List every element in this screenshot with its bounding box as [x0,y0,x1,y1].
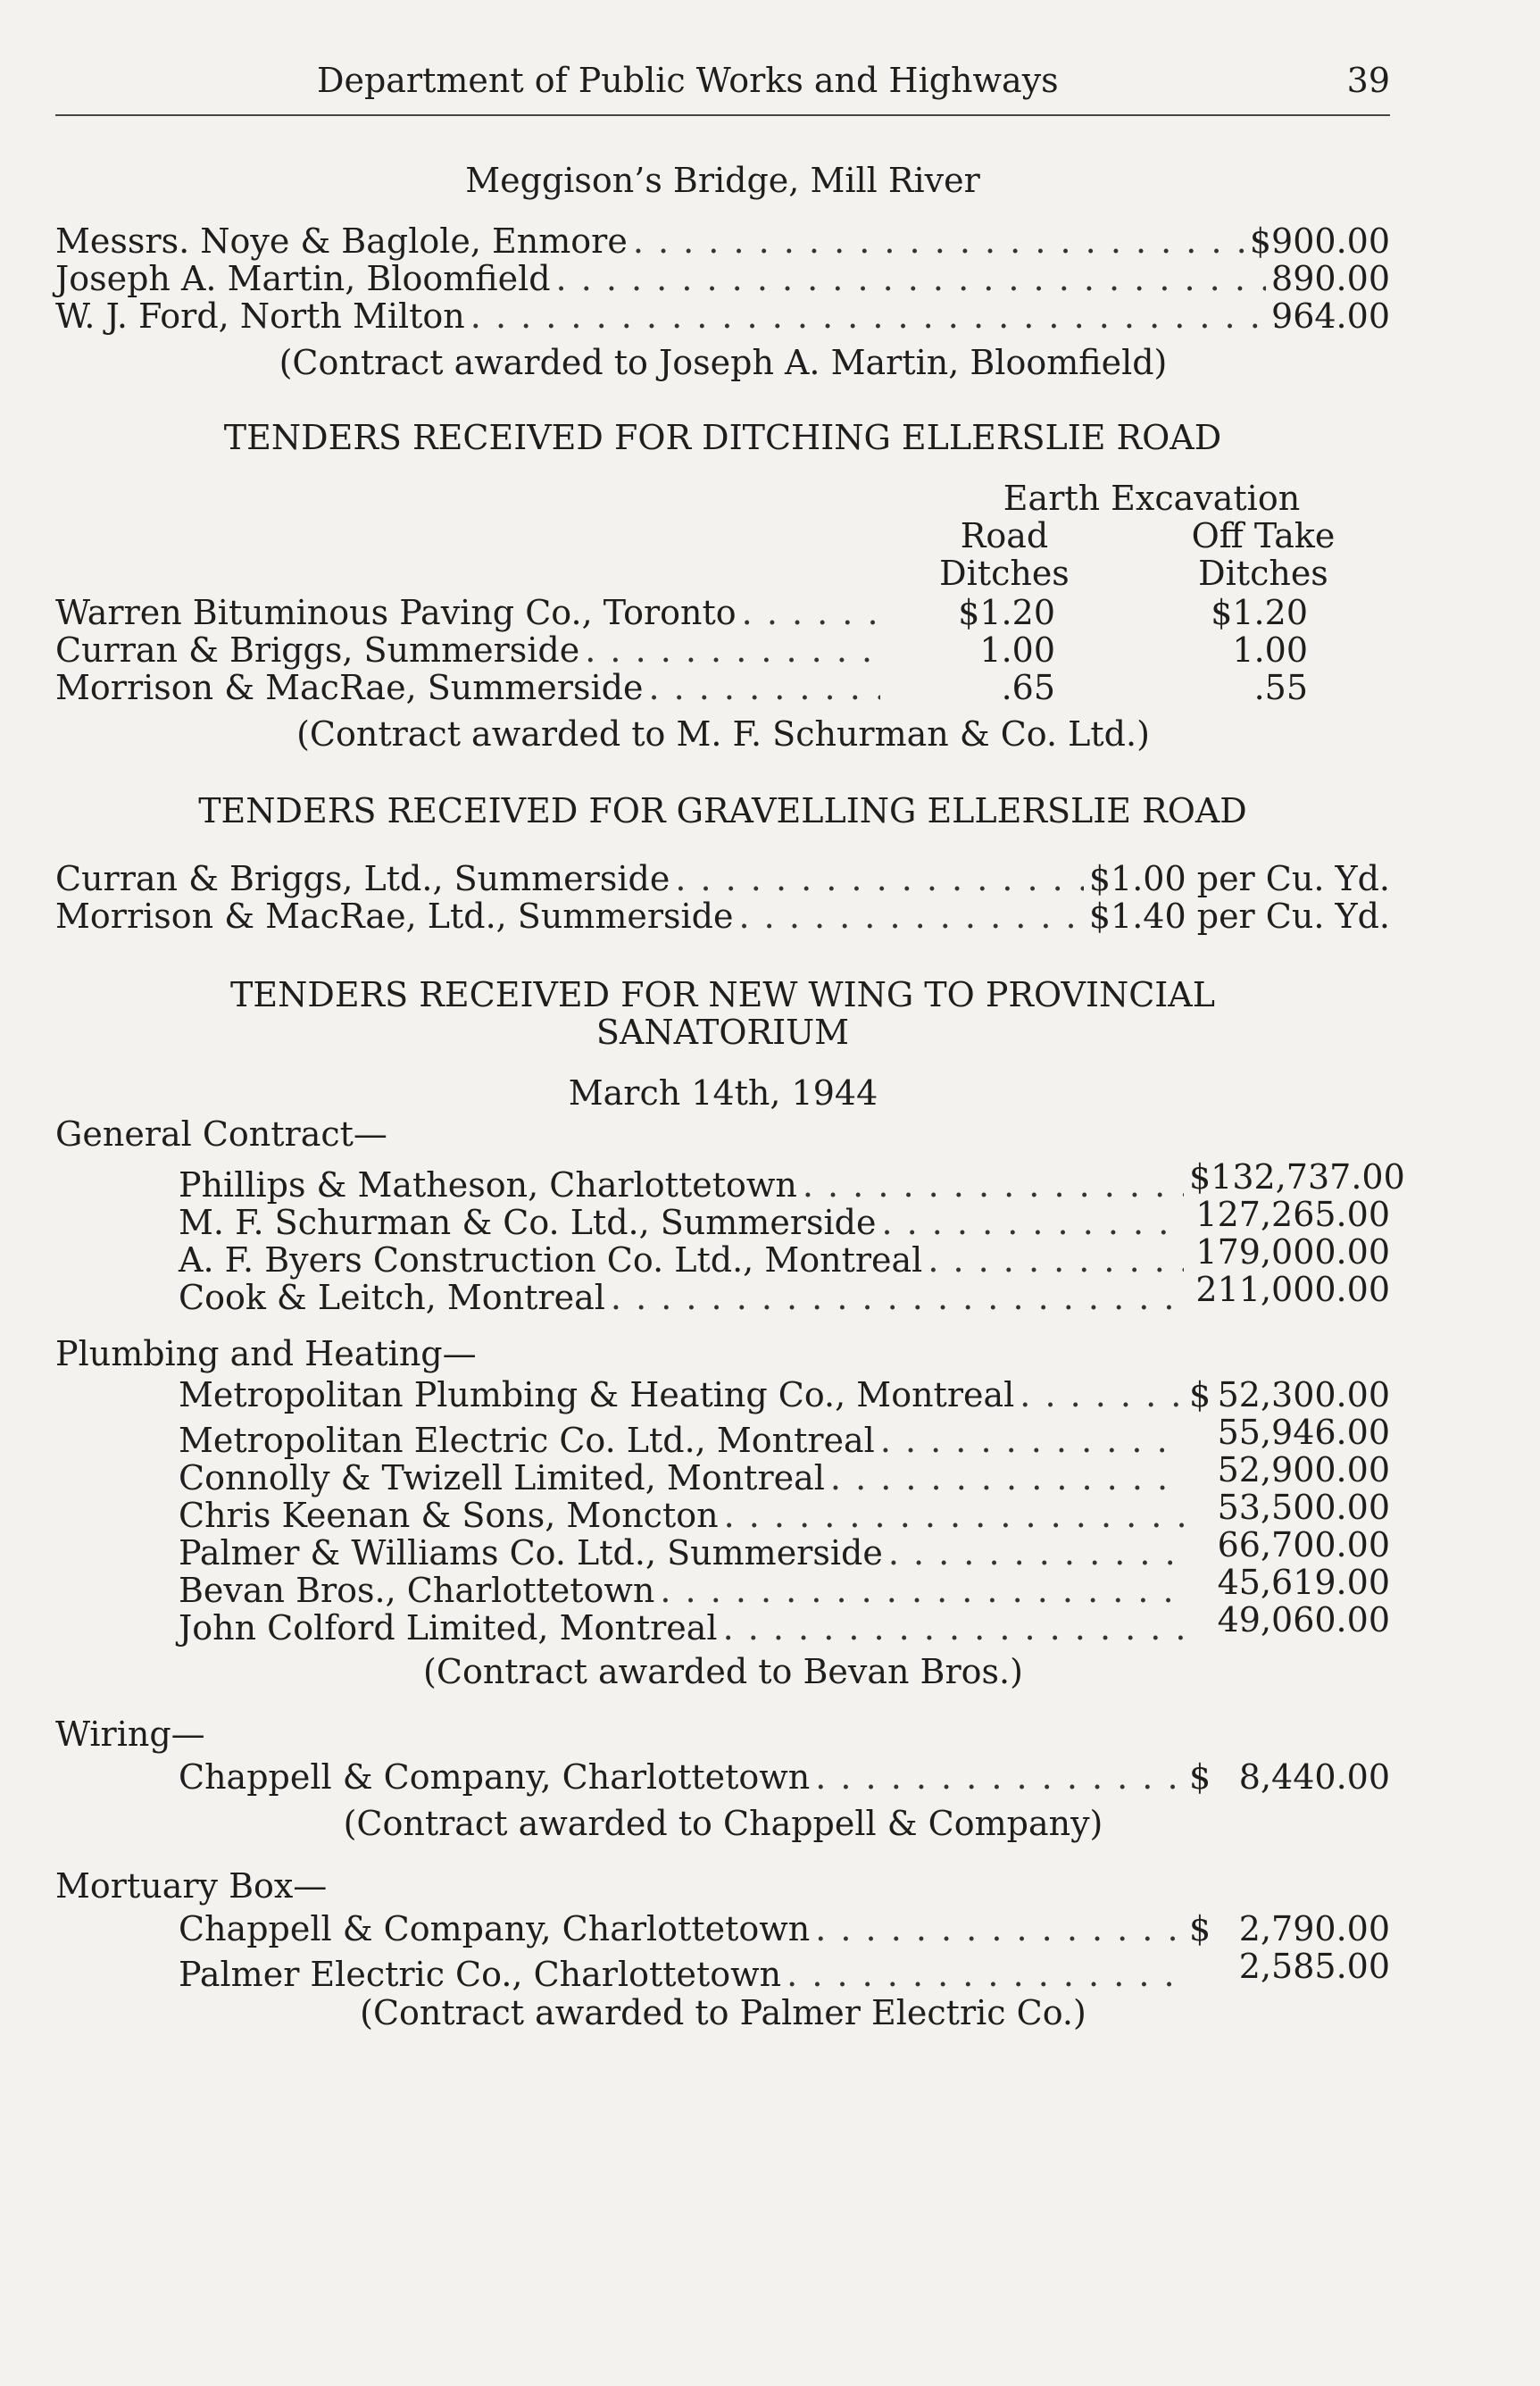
dollar-sign [1189,1232,1195,1272]
bidder-name: Cook & Leitch, Montreal [179,1278,605,1317]
ditching-heading: TENDERS RECEIVED FOR DITCHING ELLERSLIE ROAD [223,418,1222,457]
table-row [55,221,1390,261]
bid-amount: 964.00 [1271,296,1390,336]
leader-dots [742,593,880,632]
bid-amount: 127,265.00 [1195,1195,1390,1234]
bidder-name: M. F. Schurman & Co. Ltd., Summerside [179,1203,877,1242]
table-row [55,630,886,670]
bid-amount: 66,700.00 [1217,1525,1390,1564]
dollar-sign [1189,1600,1218,1639]
leader-dots [815,1757,1184,1797]
bid-amount: 211,000.00 [1195,1270,1390,1309]
leader-dots [648,668,880,707]
bidder-name: Palmer & Williams Co. Ltd., Summerside [179,1533,883,1573]
bid-amount-cell [1189,1450,1390,1489]
leader-dots [815,1909,1184,1948]
gravelling-heading: TENDERS RECEIVED FOR GRAVELLING ELLERSLIE ROAD [198,791,1247,830]
bid-amount-cell [1189,1600,1390,1639]
road-ditches-header-1: Road [960,516,1049,555]
leader-dots [585,630,880,670]
bid-amount-cell [1189,1157,1405,1197]
dollar-sign [1189,1525,1218,1564]
bid-amount: 2,585.00 [1238,1947,1390,1986]
table-row [179,1563,1390,1610]
bidder-name: Connolly & Twizell Limited, Montreal [179,1458,825,1498]
offtake-header-2: Ditches [1198,554,1328,593]
offtake-value: $1.20 [1211,593,1308,632]
table-row [55,668,886,707]
leader-dots [739,897,1084,936]
bid-amount: 53,500.00 [1217,1488,1390,1527]
table-row [179,1450,1390,1498]
bid-amount: $1.40 per Cu. Yd. [1088,897,1390,936]
bidder-name: Joseph A. Martin, Bloomfield [55,259,551,298]
bidder-name: Morrison & MacRae, Ltd., Summerside [55,897,734,936]
bid-amount-cell [1189,1413,1390,1452]
bidder-name: Curran & Briggs, Summerside [55,630,580,670]
bid-amount: 49,060.00 [1217,1600,1390,1639]
bid-amount-cell [1189,1232,1390,1272]
dollar-sign: $ [1189,1375,1211,1414]
bid-amount-cell [1189,1947,1390,1986]
bidder-name: Metropolitan Electric Co. Ltd., Montreal [179,1421,875,1460]
meggison-heading: Meggison’s Bridge, Mill River [465,161,980,200]
bidder-name: A. F. Byers Construction Co. Ltd., Montreal [179,1240,923,1280]
bid-amount-cell [1189,1488,1390,1527]
bid-amount: 55,946.00 [1217,1413,1390,1452]
page-number: 39 [1346,61,1390,100]
bid-amount: 179,000.00 [1195,1232,1390,1272]
dollar-sign [1189,1488,1218,1527]
bid-amount: 2,790.00 [1238,1909,1390,1948]
bid-amount-cell [1189,1525,1390,1564]
bid-amount-cell [1189,1375,1390,1414]
offtake-value: 1.00 [1232,630,1308,670]
bid-amount: $1.00 per Cu. Yd. [1088,859,1390,898]
table-row [179,1232,1390,1280]
table-row [55,593,886,632]
ditching-award: (Contract awarded to M. F. Schurman & Co. Ltd.) [296,714,1150,754]
bidder-name: Warren Bituminous Paving Co., Toronto [55,593,737,632]
sanatorium-date: March 14th, 1944 [568,1073,878,1113]
table-row [55,897,1390,936]
leader-dots [787,1955,1184,1994]
table-row [179,1195,1390,1242]
bid-amount-cell [1189,1270,1390,1309]
bidder-name: Morrison & MacRae, Summerside [55,668,644,707]
bid-amount: 890.00 [1271,259,1390,298]
bid-amount: 52,900.00 [1217,1450,1390,1489]
table-row [179,1413,1390,1460]
dollar-sign: $ [1189,1909,1211,1948]
bidder-name: Phillips & Matheson, Charlottetown [179,1165,797,1205]
road-ditches-value: 1.00 [979,630,1055,670]
running-header-title: Department of Public Works and Highways [317,61,1059,100]
bid-amount-cell [1189,1909,1390,1948]
table-row [55,296,1390,336]
bidder-name: Palmer Electric Co., Charlottetown [179,1955,782,1994]
plumbing-award: (Contract awarded to Bevan Bros.) [423,1652,1023,1691]
offtake-value: .55 [1253,668,1308,707]
leader-dots [611,1278,1184,1317]
table-row [179,1757,1390,1797]
bid-amount: 52,300.00 [1217,1375,1390,1414]
bidder-name: Chappell & Company, Charlottetown [179,1757,811,1797]
leader-dots [1020,1375,1184,1414]
bid-amount: $132,737.00 [1189,1157,1405,1197]
mortuary-box-label: Mortuary Box— [55,1866,328,1906]
plumbing-heating-label: Plumbing and Heating— [55,1334,477,1373]
wiring-label: Wiring— [55,1714,205,1754]
general-contract-label: General Contract— [55,1114,387,1154]
leader-dots [633,221,1244,261]
earth-excavation-header: Earth Excavation [1003,479,1301,518]
leader-dots [556,259,1266,298]
table-row [179,1600,1390,1648]
offtake-header-1: Off Take [1191,516,1336,555]
bidder-name: John Colford Limited, Montreal [179,1608,718,1648]
table-row [179,1270,1390,1317]
table-row [179,1525,1390,1573]
bid-amount-cell [1189,1195,1390,1234]
leader-dots [675,859,1084,898]
table-row [179,1157,1405,1205]
sanatorium-heading-line1: TENDERS RECEIVED FOR NEW WING TO PROVINCIAL [230,975,1215,1014]
meggison-award: (Contract awarded to Joseph A. Martin, Bloomfield) [279,343,1168,382]
wiring-award: (Contract awarded to Chappell & Company) [343,1804,1103,1843]
bid-amount: 8,440.00 [1238,1757,1390,1797]
table-row [55,259,1390,298]
table-row [179,1375,1390,1414]
table-row [55,859,1390,898]
leader-dots [723,1608,1184,1648]
bid-amount-cell [1189,1757,1390,1797]
bid-amount-cell [1189,1563,1390,1602]
bidder-name: Chris Keenan & Sons, Moncton [179,1496,719,1535]
road-ditches-header-2: Ditches [939,554,1070,593]
table-row [179,1947,1390,1994]
bidder-name: Bevan Bros., Charlottetown [179,1571,655,1610]
table-row [179,1909,1390,1948]
leader-dots [470,296,1266,336]
dollar-sign [1189,1450,1218,1489]
bidder-name: Metropolitan Plumbing & Heating Co., Montreal [179,1375,1015,1414]
table-row [179,1488,1390,1535]
dollar-sign: $ [1189,1757,1211,1797]
dollar-sign [1189,1947,1225,1986]
bidder-name: Chappell & Company, Charlottetown [179,1909,811,1948]
road-ditches-value: $1.20 [958,593,1055,632]
dollar-sign [1189,1563,1218,1602]
bidder-name: Curran & Briggs, Ltd., Summerside [55,859,670,898]
sanatorium-heading-line2: SANATORIUM [595,1013,850,1052]
dollar-sign [1189,1195,1195,1234]
mortuary-award: (Contract awarded to Palmer Electric Co.) [360,1993,1086,2032]
road-ditches-value: .65 [1001,668,1055,707]
bid-amount: $900.00 [1249,221,1390,261]
header-rule [55,114,1390,116]
dollar-sign [1189,1270,1195,1309]
bid-amount: 45,619.00 [1217,1563,1390,1602]
bidder-name: W. J. Ford, North Milton [55,296,465,336]
bidder-name: Messrs. Noye & Baglole, Enmore [55,221,628,261]
dollar-sign [1189,1413,1218,1452]
